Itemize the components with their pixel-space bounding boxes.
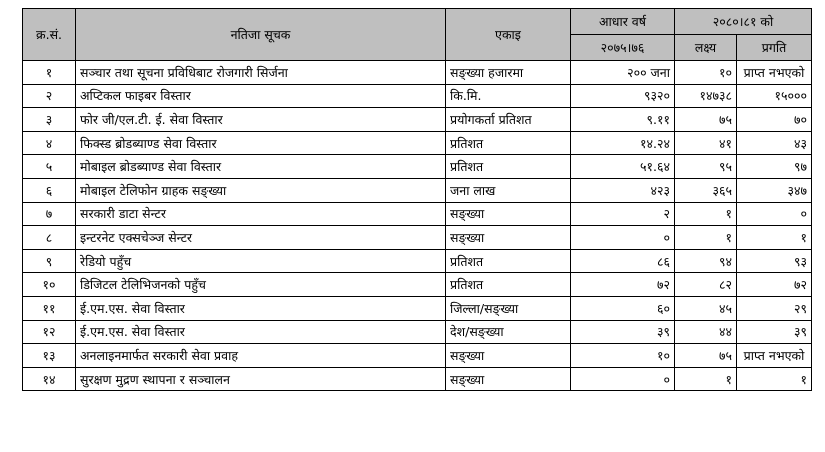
row-indicator: मोबाइल टेलिफोन ग्राहक सङ्ख्या [76,178,446,202]
table-row [23,61,812,85]
row-progress: प्राप्त नभएको [737,344,812,368]
row-indicator: अनलाइनमार्फत सरकारी सेवा प्रवाह [76,344,446,368]
row-progress: ९३ [737,249,812,273]
table-row [23,131,812,155]
table-row [23,226,812,250]
row-serial: ५ [23,155,76,179]
row-progress: ९७ [737,155,812,179]
row-unit: जिल्ला/सङ्ख्या [446,296,571,320]
row-progress: ० [737,202,812,226]
row-indicator: ई.एम.एस. सेवा विस्तार [76,320,446,344]
row-indicator: डिजिटल टेलिभिजनको पहुँच [76,273,446,297]
row-target: ४५ [675,296,737,320]
row-base-year: २०० जना [571,61,675,85]
row-base-year: ४२३ [571,178,675,202]
row-target: १ [675,367,737,391]
table-row [23,344,812,368]
row-base-year: ९३२० [571,84,675,108]
row-unit: सङ्ख्या [446,226,571,250]
row-indicator: सुरक्षण मुद्रण स्थापना र सञ्चालन [76,367,446,391]
row-serial: ११ [23,296,76,320]
row-progress: १ [737,226,812,250]
row-base-year: ० [571,226,675,250]
row-progress: प्राप्त नभएको [737,61,812,85]
row-unit: प्रतिशत [446,131,571,155]
row-target: १ [675,202,737,226]
row-indicator: सञ्चार तथा सूचना प्रविधिबाट रोजगारी सिर्जना [76,61,446,85]
row-unit: सङ्ख्या हजारमा [446,61,571,85]
row-unit: सङ्ख्या [446,367,571,391]
row-target: १० [675,61,737,85]
row-target: ९५ [675,155,737,179]
row-unit: प्रतिशत [446,249,571,273]
row-target: ७५ [675,344,737,368]
row-indicator: ई.एम.एस. सेवा विस्तार [76,296,446,320]
row-serial: १० [23,273,76,297]
row-indicator: रेडियो पहुँच [76,249,446,273]
row-progress: ३४७ [737,178,812,202]
row-indicator: सरकारी डाटा सेन्टर [76,202,446,226]
row-indicator: फिक्स्ड ब्रोडब्याण्ड सेवा विस्तार [76,131,446,155]
row-unit: प्रयोगकर्ता प्रतिशत [446,108,571,132]
table-row [23,202,812,226]
row-target: ८२ [675,273,737,297]
row-indicator: इन्टरनेट एक्सचेञ्ज सेन्टर [76,226,446,250]
header-unit: एकाइ [446,9,571,61]
header-target: लक्ष्य [675,35,737,61]
row-progress: १ [737,367,812,391]
row-serial: १२ [23,320,76,344]
row-progress: ७२ [737,273,812,297]
row-target: १ [675,226,737,250]
row-base-year: ५१.६४ [571,155,675,179]
row-target: ४१ [675,131,737,155]
row-base-year: ७२ [571,273,675,297]
row-unit: प्रतिशत [446,273,571,297]
table-row [23,320,812,344]
row-serial: ८ [23,226,76,250]
row-base-year: १४.२४ [571,131,675,155]
row-serial: २ [23,84,76,108]
row-unit: देश/सङ्ख्या [446,320,571,344]
table-row [23,108,812,132]
row-serial: ७ [23,202,76,226]
row-serial: ३ [23,108,76,132]
row-indicator: मोबाइल ब्रोडब्याण्ड सेवा विस्तार [76,155,446,179]
row-progress: १५००० [737,84,812,108]
row-indicator: अप्टिकल फाइबर विस्तार [76,84,446,108]
row-base-year: ८६ [571,249,675,273]
row-progress: ७० [737,108,812,132]
row-base-year: ३९ [571,320,675,344]
row-serial: ४ [23,131,76,155]
row-serial: १४ [23,367,76,391]
table-row [23,84,812,108]
table-row [23,296,812,320]
row-serial: ६ [23,178,76,202]
row-progress: ४३ [737,131,812,155]
row-unit: सङ्ख्या [446,202,571,226]
table-row [23,367,812,391]
header-base-year-value: २०७५।७६ [571,35,675,61]
row-base-year: ६० [571,296,675,320]
table-row [23,273,812,297]
row-target: ७५ [675,108,737,132]
row-target: १४७३८ [675,84,737,108]
indicator-table [22,8,812,391]
row-target: ३६५ [675,178,737,202]
row-serial: १ [23,61,76,85]
row-progress: २९ [737,296,812,320]
table-row [23,249,812,273]
row-progress: ३९ [737,320,812,344]
row-serial: १३ [23,344,76,368]
table-body [23,61,812,391]
header-fiscal-year: २०८०।८१ को [675,9,812,35]
row-target: ४४ [675,320,737,344]
row-unit: सङ्ख्या [446,344,571,368]
header-sn: क्र.सं. [23,9,76,61]
row-target: ९४ [675,249,737,273]
header-progress: प्रगति [737,35,812,61]
row-unit: जना लाख [446,178,571,202]
row-indicator: फोर जी/एल.टी. ई. सेवा विस्तार [76,108,446,132]
header-base-year: आधार वर्ष [571,9,675,35]
row-unit: कि.मि. [446,84,571,108]
header-indicator: नतिजा सूचक [76,9,446,61]
table-row [23,178,812,202]
row-base-year: २ [571,202,675,226]
row-serial: ९ [23,249,76,273]
row-base-year: ० [571,367,675,391]
row-unit: प्रतिशत [446,155,571,179]
table-row [23,155,812,179]
row-base-year: १० [571,344,675,368]
row-base-year: ९.११ [571,108,675,132]
